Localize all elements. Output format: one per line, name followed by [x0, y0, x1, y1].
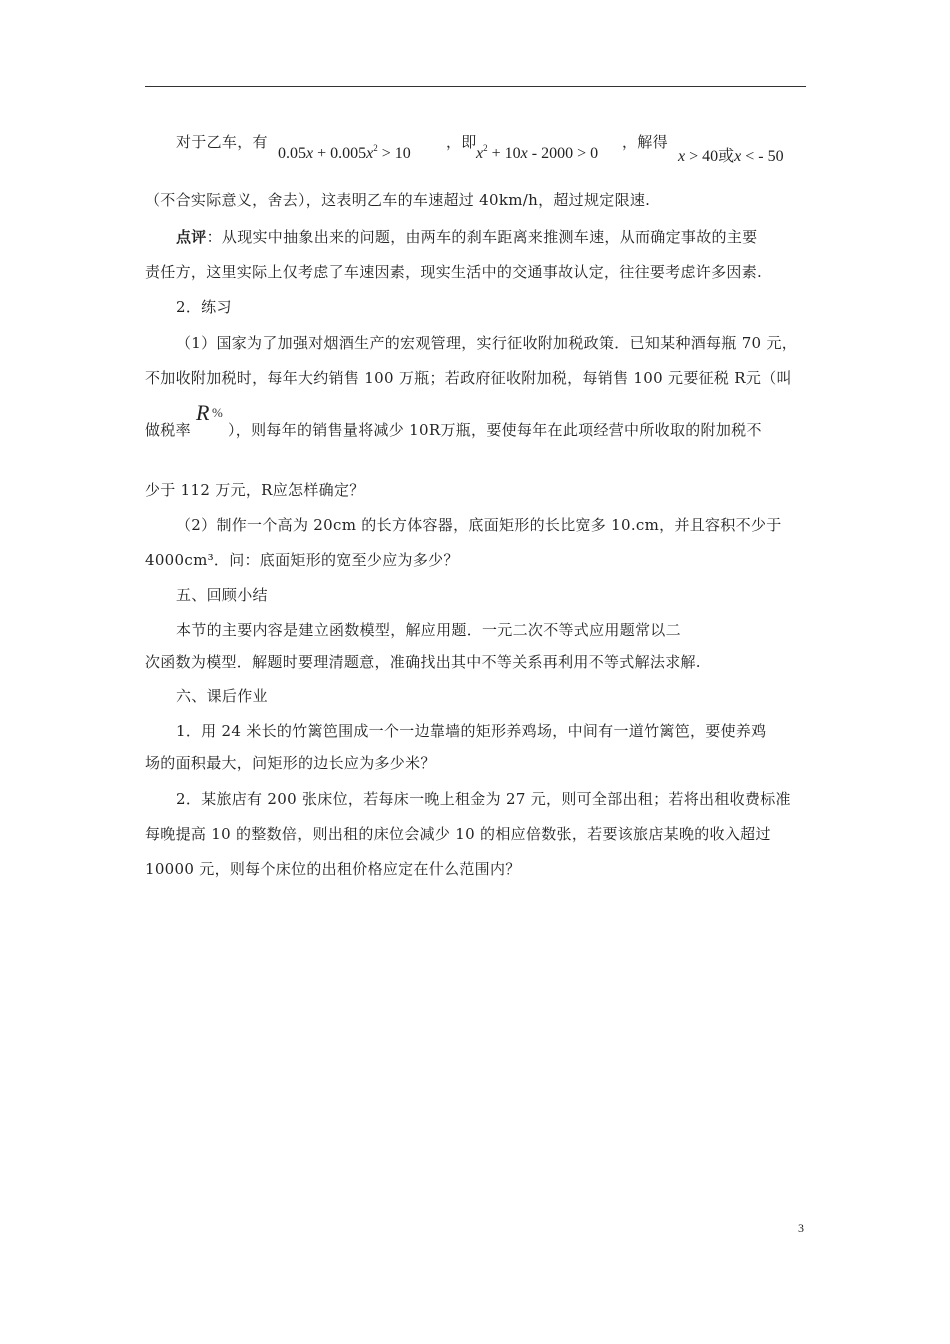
homework-1-line-2: 场的面积最大，问矩形的边长应为多少米？ — [145, 754, 436, 772]
summary-line-2: 次函数为模型．解题时要理清题意，准确找出其中不等关系再利用不等式解法求解. — [145, 653, 701, 671]
homework-2-line-1: 2．某旅店有 200 张床位，若每床一晚上租金为 27 元，则可全部出租；若将出租收费标准 — [176, 790, 791, 808]
exercise-1-line-3a: 做税率 — [145, 421, 191, 439]
page-number: 3 — [798, 1221, 804, 1235]
math-inequality-2: $x^2 + 10x - 2000 > 0$ — [476, 143, 599, 162]
practice-title: 2．练习 — [176, 298, 232, 316]
homework-2-line-3: 10000 元，则每个床位的出租价格应定在什么范围内？ — [145, 860, 521, 878]
exercise-1-line-4: 少于 112 万元，R应怎样确定？ — [145, 481, 365, 499]
section-6-heading: 六、课后作业 — [176, 687, 268, 705]
homework-1-line-1: 1．用 24 米长的竹篱笆围成一个一边靠墙的矩形养鸡场，中间有一道竹篱笆，要使养鸡 — [176, 722, 767, 740]
exercise-1-line-2: 不加收附加税时，每年大约销售 100 万瓶；若政府征收附加税，每销售 100 元要征税 R元（叫 — [145, 369, 792, 387]
comment-line-1 — [176, 226, 757, 247]
exercise-2-line-2: 4000cm³．问：底面矩形的宽至少应为多少？ — [145, 551, 459, 569]
math-inequality-1: $0.05x + 0.005x^2 > 10$ — [278, 143, 411, 162]
header-rule — [145, 86, 806, 87]
summary-line-1: 本节的主要内容是建立函数模型，解应用题．一元二次不等式应用题常以二 — [176, 621, 681, 639]
tax-rate-symbol: R — [196, 400, 210, 425]
text-sep: ，即 — [446, 133, 477, 151]
section-5-heading: 五、回顾小结 — [176, 586, 268, 604]
math-solution: x > 40或x < - 50 — [678, 148, 784, 165]
exercise-2-line-1: （2）制作一个高为 20cm 的长方体容器，底面矩形的长比宽多 10.cm，并且容积不少于 — [176, 516, 782, 534]
tax-rate-percent: % — [212, 405, 223, 420]
comment-label: 点评 — [176, 228, 207, 246]
comment-line-2: 责任方，这里实际上仅考虑了车速因素，现实生活中的交通事故认定，往往要考虑许多因素. — [145, 263, 763, 281]
text-prefix: 对于乙车，有 — [176, 133, 268, 151]
exercise-1-line-1: （1）国家为了加强对烟酒生产的宏观管理，实行征收附加税政策．已知某种酒每瓶 70 元， — [176, 334, 798, 352]
homework-2-line-2: 每晚提高 10 的整数倍，则出租的床位会减少 10 的相应倍数张，若要该旅店某晚的收入超过 — [145, 825, 771, 843]
text-sep2: ，解得 — [622, 133, 668, 151]
comment-text-1: ：从现实中抽象出来的问题，由两车的刹车距离来推测车速，从而确定事故的主要 — [206, 228, 758, 246]
paragraph-conclusion: （不合实际意义，舍去），这表明乙车的车速超过 40km/h，超过规定限速. — [145, 191, 651, 209]
exercise-1-line-3b: ），则每年的销售量将减少 10R万瓶，要使每年在此项经营中所收取的附加税不 — [228, 421, 762, 439]
